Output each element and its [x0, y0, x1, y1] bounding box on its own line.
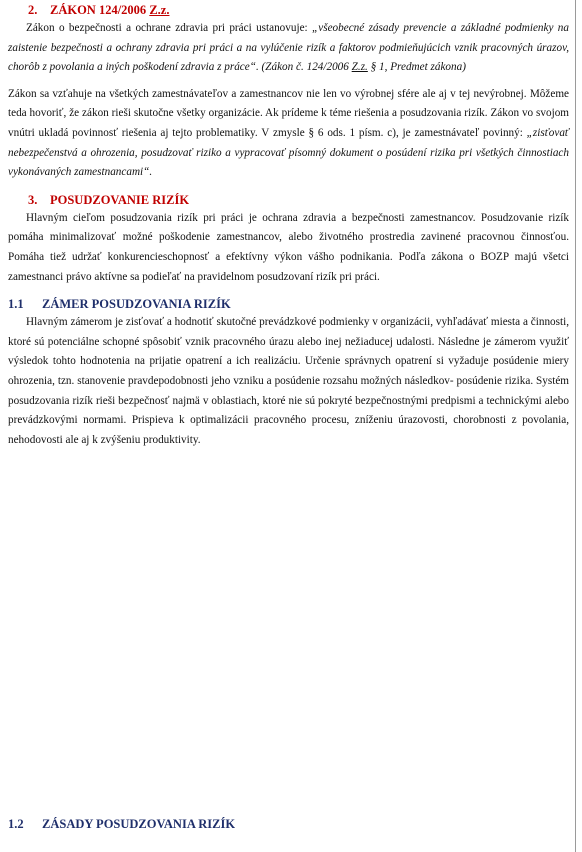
heading-title: ZÁSADY POSUDZOVANIA RIZÍK: [42, 817, 236, 831]
heading-number: 3.: [28, 192, 38, 207]
heading-title: ZÁKON 124/2006: [50, 3, 150, 17]
paragraph-law-intro: [8, 19, 569, 78]
paragraph-risk-goal: Hlavným cieľom posudzovania rizík pri práci je ochrana zdravia a bezpečnosti zamestnancov. Posudzovanie rizík pomáha minimalizovať možné poškodenie zamestnancov, alebo životného prostredia zavinené pracovnou činnosťou. Pomáha tiež udržať konkurencieschopnosť a efektívny výkon vášho podnikania. Podľa zákona o BOZP majú všetci zamestnanci právo aktívne sa podieľať na pravidelnom posudzovaní rizík pri práci.: [8, 211, 569, 283]
paragraph-risk-intent: Hlavným zámerom je zisťovať a hodnotiť skutočné prevádzkové podmienky v organizácii, vyhľadávať miesta a činnosti, ktoré sú potenciálne schopné spôsobiť vznik pracovného úrazu alebo inej nežiaducej udalosti. Následne je zámerom využiť výsledok tohto hodnotenia na prijatie opatrení a ich realizáciu. Určenie správnych opatrení si vyžaduje posúdenie miery ohrozenia, tzn. stanovenie pravdepodobnosti jeho vzniku a posúdenie rozsahu možných následkov- posúdenie rizika. Systém posudzovania rizík rieši bezpečnosť najmä v oblastiach, ktoré nie sú pokryté bezpečnostnými predpismi a technickými alebo prevádzkovými normami. Prispieva k optimalizácii pracovného procesu, zníženiu úrazovosti, chorobnosti z povolania, nehodovosti ale aj k zvýšeniu produktivity.: [8, 316, 569, 446]
paragraph-quote: „všeobecné zásady prevencie a základné podmienky na zaistenie bezpečnosti a ochrany zdravia pri práci a na vylúčenie rizík a faktorov podmieňujúcich vznik pracovných úrazov, chorôb z povolania a iných poškodení zdravia z práce“. (Zákon č. 124/2006: [8, 22, 569, 74]
paragraph-law-scope: [8, 85, 569, 183]
paragraph-quote-abbr: Z.z.: [351, 61, 368, 74]
document-page: [2, 0, 576, 852]
heading-section-3: [28, 192, 569, 209]
heading-title-abbr: Z.z.: [149, 3, 170, 17]
paragraph-quote-tail: § 1, Predmet zákona): [367, 61, 466, 74]
heading-number: 1.2: [8, 817, 24, 831]
heading-section-1-2: [8, 816, 235, 833]
paragraph-quote: „zisťovať nebezpečenstvá a ohrozenia, posudzovať riziko a vypracovať písomný dokument o posúdení rizika pri všetkých činnostiach vykonávaných zamestnancami“.: [8, 126, 569, 179]
paragraph-lead: Zákon o bezpečnosti a ochrane zdravia pri práci ustanovuje:: [26, 22, 313, 34]
paragraph-lead: Zákon sa vzťahuje na všetkých zamestnávateľov a zamestnancov nie len vo výrobnej sfére ale aj v tej nevýrobnej. Môžeme teda hovoriť, že zákon rieši skutočne všetky organizácie. Ak prídeme k téme riešenia a posudzovania rizík. Zákon vo svojom vnútri ukladá povinnosť riešenia aj tejto problematiky. V zmysle § 6 ods. 1 písm. c), je zamestnávateľ povinný:: [8, 87, 569, 139]
heading-section-1-1: [8, 296, 569, 313]
heading-section-2: [28, 2, 569, 19]
heading-number: 2.: [28, 3, 38, 17]
heading-title: ZÁMER POSUDZOVANIA RIZÍK: [42, 297, 231, 312]
heading-title: POSUDZOVANIE RIZÍK: [50, 192, 190, 207]
heading-number: 1.1: [8, 297, 24, 312]
